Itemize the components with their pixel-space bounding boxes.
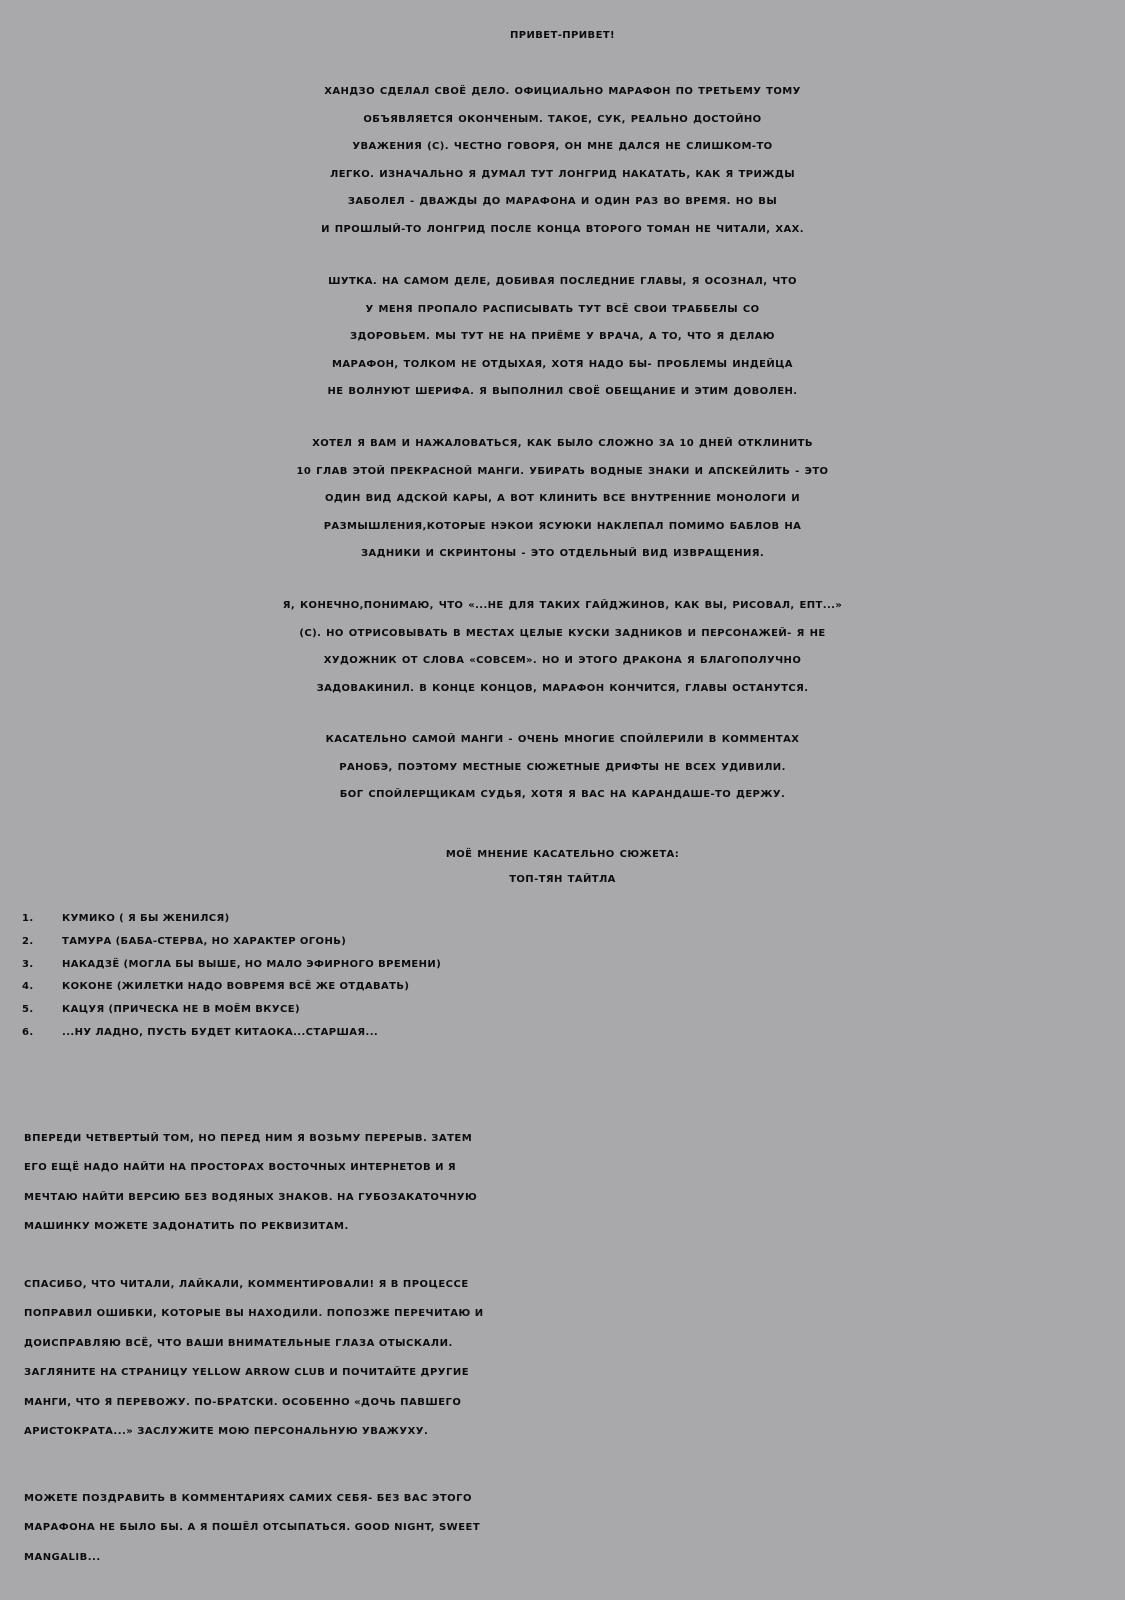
list-text: КАЦУЯ (ПРИЧЕСКА НЕ В МОЁМ ВКУСЕ) [62,1004,300,1016]
paragraph-7 [24,1270,1114,1446]
paragraph-4 [0,592,1125,702]
text-line: ПОПРАВИЛ ОШИБКИ, КОТОРЫЕ ВЫ НАХОДИЛИ. ПОПОЗЖЕ ПЕРЕЧИТАЮ И [24,1308,484,1320]
text-line: И ПРОШЛЫЙ-ТО ЛОНГРИД ПОСЛЕ КОНЦА ВТОРОГО ТОМАН НЕ ЧИТАЛИ, ХАХ. [321,223,804,235]
text-line: ЗАДОВАКИНИЛ. В КОНЦЕ КОНЦОВ, МАРАФОН КОНЧИТСЯ, ГЛАВЫ ОСТАНУТСЯ. [316,682,809,694]
text-line: (С). НО ОТРИСОВЫВАТЬ В МЕСТАХ ЦЕЛЫЕ КУСКИ ЗАДНИКОВ И ПЕРСОНАЖЕЙ- Я НЕ [299,627,826,639]
text-line: 10 ГЛАВ ЭТОЙ ПРЕКРАСНОЙ МАНГИ. УБИРАТЬ ВОДНЫЕ ЗНАКИ И АПСКЕЙЛИТЬ - ЭТО [296,465,829,477]
list-item [22,976,922,999]
text-line: ОДИН ВИД АДСКОЙ КАРЫ, А ВОТ КЛИНИТЬ ВСЕ ВНУТРЕННИЕ МОНОЛОГИ И [324,493,801,505]
text-line: МАРАФОН, ТОЛКОМ НЕ ОТДЫХАЯ, ХОТЯ НАДО БЫ- ПРОБЛЕМЫ ИНДЕЙЦА [332,358,793,370]
text-line: РАЗМЫШЛЕНИЯ,КОТОРЫЕ НЭКОИ ЯСУЮКИ НАКЛЕПАЛ ПОМИМО БАБЛОВ НА [323,520,802,532]
list-item [22,1022,922,1045]
text-line: Я, КОНЕЧНО,ПОНИМАЮ, ЧТО «...НЕ ДЛЯ ТАКИХ ГАЙДЖИНОВ, КАК ВЫ, РИСОВАЛ, ЕПТ...» [282,600,843,611]
text-line: ЗАБОЛЕЛ - ДВАЖДЫ ДО МАРАФОНА И ОДИН РАЗ ВО ВРЕМЯ. НО ВЫ [347,196,778,208]
text-line: МАШИНКУ МОЖЕТЕ ЗАДОНАТИТЬ ПО РЕКВИЗИТАМ. [24,1221,349,1233]
text-line: ЗАДНИКИ И СКРИНТОНЫ - ЭТО ОТДЕЛЬНЫЙ ВИД ИЗВРАЩЕНИЯ. [360,548,765,560]
text-line: МОЖЕТЕ ПОЗДРАВИТЬ В КОММЕНТАРИЯХ САМИХ СЕБЯ- БЕЗ ВАС ЭТОГО [24,1493,473,1504]
list-item [22,908,922,931]
list-item [22,999,922,1022]
text-line: УВАЖЕНИЯ (С). ЧЕСТНО ГОВОРЯ, ОН МНЕ ДАЛСЯ НЕ СЛИШКОМ-ТО [352,141,773,153]
paragraph-1 [0,78,1125,244]
paragraph-5 [0,726,1125,809]
list-text: ...НУ ЛАДНО, ПУСТЬ БУДЕТ КИТАОКА...СТАРШАЯ... [62,1026,379,1038]
paragraph-6 [24,1124,1114,1242]
text-line: ЗАГЛЯНИТЕ НА СТРАНИЦУ YELLOW ARROW CLUB И ПОЧИТАЙТЕ ДРУГИЕ [24,1367,470,1379]
text-line: МАНГИ, ЧТО Я ПЕРЕВОЖУ. ПО-БРАТСКИ. ОСОБЕННО «ДОЧЬ ПАВШЕГО [24,1396,462,1408]
text-line: У МЕНЯ ПРОПАЛО РАСПИСЫВАТЬ ТУТ ВСЁ СВОИ ТРАББЕЛЫ СО [365,303,760,315]
text-line: ШУТКА. НА САМОМ ДЕЛЕ, ДОБИВАЯ ПОСЛЕДНИЕ ГЛАВЫ, Я ОСОЗНАЛ, ЧТО [328,276,797,287]
list-text: КОКОНЕ (ЖИЛЕТКИ НАДО ВОВРЕМЯ ВСЁ ЖЕ ОТДАВАТЬ) [62,981,410,993]
greeting [0,22,1125,50]
ranking-list [22,908,922,1045]
opinion-heading-block [0,842,1125,892]
text-line: СПАСИБО, ЧТО ЧИТАЛИ, ЛАЙКАЛИ, КОММЕНТИРОВАЛИ! Я В ПРОЦЕССЕ [24,1279,469,1290]
text-line: БОГ СПОЙЛЕРЩИКАМ СУДЬЯ, ХОТЯ Я ВАС НА КАРАНДАШЕ-ТО ДЕРЖУ. [339,789,786,801]
text-line: МАРАФОНА НЕ БЫЛО БЫ. А Я ПОШЁЛ ОТСЫПАТЬСЯ. GOOD NIGHT, SWEET [24,1522,481,1534]
text-line: НЕ ВОЛНУЮТ ШЕРИФА. Я ВЫПОЛНИЛ СВОЁ ОБЕЩАНИЕ И ЭТИМ ДОВОЛЕН. [327,386,798,398]
paragraph-8 [24,1484,1114,1572]
text-line: ОБЪЯВЛЯЕТСЯ ОКОНЧЕНЫМ. ТАКОЕ, СУК, РЕАЛЬНО ДОСТОЙНО [363,113,762,125]
text-line: КАСАТЕЛЬНО САМОЙ МАНГИ - ОЧЕНЬ МНОГИЕ СПОЙЛЕРИЛИ В КОММЕНТАХ [325,734,800,745]
opinion-heading: МОЁ МНЕНИЕ КАСАТЕЛЬНО СЮЖЕТА: [445,849,680,860]
text-line: ЕГО ЕЩЁ НАДО НАЙТИ НА ПРОСТОРАХ ВОСТОЧНЫХ ИНТЕРНЕТОВ И Я [24,1162,457,1174]
list-number: 3. [22,958,34,970]
text-line: ЛЕГКО. ИЗНАЧАЛЬНО Я ДУМАЛ ТУТ ЛОНГРИД НАКАТАТЬ, КАК Я ТРИЖДЫ [330,168,795,180]
text-line: ДОИСПРАВЛЯЮ ВСЁ, ЧТО ВАШИ ВНИМАТЕЛЬНЫЕ ГЛАЗА ОТЫСКАЛИ. [24,1337,453,1349]
opinion-subheading: ТОП-ТЯН ТАЙТЛА [509,874,616,885]
text-line: MANGALIB... [24,1551,101,1563]
text-line: МЕЧТАЮ НАЙТИ ВЕРСИЮ БЕЗ ВОДЯНЫХ ЗНАКОВ. НА ГУБОЗАКАТОЧНУЮ [24,1191,478,1203]
list-item [22,954,922,977]
paragraph-2 [0,268,1125,406]
list-text: НАКАДЗЁ (МОГЛА БЫ ВЫШЕ, НО МАЛО ЭФИРНОГО ВРЕМЕНИ) [62,958,442,970]
text-line: ХУДОЖНИК ОТ СЛОВА «СОВСЕМ». НО И ЭТОГО ДРАКОНА Я БЛАГОПОЛУЧНО [323,655,802,667]
list-text: КУМИКО ( Я БЫ ЖЕНИЛСЯ) [62,913,230,924]
paragraph-3 [0,430,1125,568]
text-line: ВПЕРЕДИ ЧЕТВЕРТЫЙ ТОМ, НО ПЕРЕД НИМ Я ВОЗЬМУ ПЕРЕРЫВ. ЗАТЕМ [24,1133,473,1144]
list-number: 5. [22,1004,34,1016]
text-line: АРИСТОКРАТА...» ЗАСЛУЖИТЕ МОЮ ПЕРСОНАЛЬНУЮ УВАЖУХУ. [24,1426,429,1438]
list-number: 2. [22,935,34,947]
list-item [22,931,922,954]
list-text: ТАМУРА (БАБА-СТЕРВА, НО ХАРАКТЕР ОГОНЬ) [62,935,347,947]
greeting-line: ПРИВЕТ-ПРИВЕТ! [510,30,615,41]
list-number: 6. [22,1026,34,1038]
text-line: ЗДОРОВЬЕМ. МЫ ТУТ НЕ НА ПРИЁМЕ У ВРАЧА, А ТО, ЧТО Я ДЕЛАЮ [350,331,775,343]
text-line: ХАНДЗО СДЕЛАЛ СВОЁ ДЕЛО. ОФИЦИАЛЬНО МАРАФОН ПО ТРЕТЬЕМУ ТОМУ [324,86,801,97]
text-line: РАНОБЭ, ПОЭТОМУ МЕСТНЫЕ СЮЖЕТНЫЕ ДРИФТЫ НЕ ВСЕХ УДИВИЛИ. [339,761,786,773]
list-number: 4. [22,981,34,993]
list-number: 1. [22,913,34,924]
text-line: ХОТЕЛ Я ВАМ И НАЖАЛОВАТЬСЯ, КАК БЫЛО СЛОЖНО ЗА 10 ДНЕЙ ОТКЛИНИТЬ [312,438,813,449]
